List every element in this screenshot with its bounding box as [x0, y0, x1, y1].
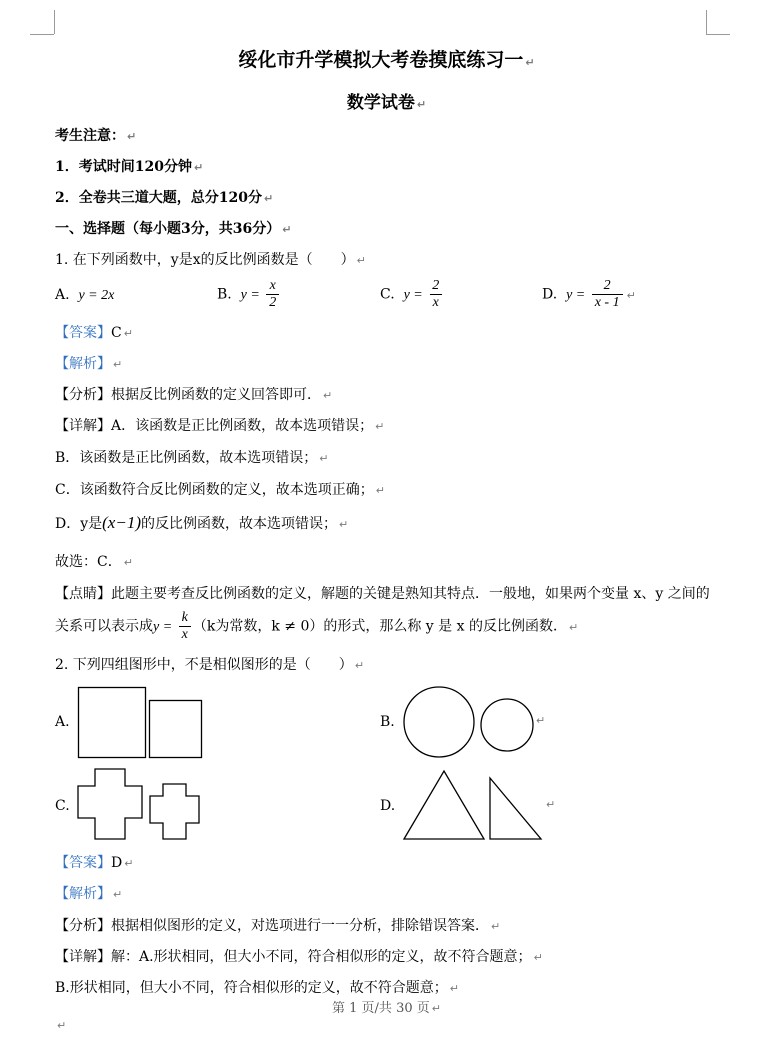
large-square [79, 688, 146, 758]
q1-detail-d: D．y是(x−1)的反比例函数，故本选项错误； ↵ [55, 513, 349, 532]
q1-analysis-tag: 【解析】 ↵ [55, 356, 123, 372]
q2-figure-a [75, 684, 210, 760]
q1-option-b: B. y = $\frac{x}{2}$ [217, 278, 281, 311]
fraction: $\frac{2}{x}$ [429, 278, 442, 311]
q1-answer: 【答案】C ↵ [55, 325, 133, 341]
small-square [150, 701, 202, 758]
section-heading: 一、选择题（每小题3分，共36分） ↵ [55, 221, 292, 237]
q1-detail-a: 【详解】A．该函数是正比例函数，故本选项错误； ↵ [55, 418, 385, 434]
q1-option-a: A. y = 2x [55, 287, 115, 303]
q2-figure-b [400, 684, 550, 764]
q1-detail-c: C．该函数符合反比例函数的定义，故本选项正确； ↵ [55, 482, 385, 498]
trailing-paragraph-mark: ↵ [57, 1019, 67, 1032]
small-triangle [490, 778, 541, 839]
paragraph-mark: ↵ [536, 714, 546, 727]
q2-detail-1: 【详解】解：A.形状相同，但大小不同，符合相似形的定义，故不符合题意； ↵ [55, 949, 543, 965]
q2-label-a: A. [55, 714, 70, 730]
q2-analysis-tag: 【解析】 ↵ [55, 886, 123, 902]
page-footer: 第 1 页/共 30 页 ↵ [332, 1001, 441, 1016]
large-circle [404, 687, 474, 757]
q2-label-c: C. [55, 798, 70, 814]
q1-dianjing-2: 关系可以表示成y = $\frac{k}{x}$ （k为常数，k ≠ 0）的形式，那么称 y 是 x 的反比例函数． ↵ [55, 610, 579, 642]
q2-detail-2: B.形状相同，但大小不同，符合相似形的定义，故不符合题意； ↵ [55, 980, 459, 996]
q2-label-b: B. [380, 714, 395, 730]
q1-option-d: D. y = $\frac{2}{x - 1}$ ↵ [542, 278, 636, 310]
q2-answer: 【答案】D ↵ [55, 855, 134, 871]
q1-dianjing-1: 【点睛】此题主要考查反比例函数的定义，解题的关键是熟知其特点．一般地，如果两个变量 x、y 之间的 [55, 586, 710, 602]
small-cross [150, 784, 199, 839]
q1-choose: 故选：C． ↵ [55, 554, 133, 570]
question-1-stem: 1. 在下列函数中，y是x的反比例函数是（ ） ↵ [55, 252, 366, 268]
q2-figure-d [400, 766, 560, 844]
notice-item-1: 1．考试时间120分钟 ↵ [55, 159, 204, 175]
q1-detail-b: B．该函数是正比例函数，故本选项错误； ↵ [55, 450, 329, 466]
q2-label-d: D. [380, 798, 396, 814]
large-cross [78, 769, 142, 839]
large-triangle [404, 771, 484, 839]
q1-fenxi: 【分析】根据反比例函数的定义回答即可． ↵ [55, 387, 333, 403]
q2-figure-c [75, 766, 205, 844]
paragraph-mark: ↵ [546, 798, 556, 811]
q2-fenxi: 【分析】根据相似图形的定义，对选项进行一一分析，排除错误答案． ↵ [55, 918, 501, 934]
fraction: $\frac{2}{x - 1}$ [592, 278, 623, 311]
fraction: $\frac{x}{2}$ [266, 278, 279, 311]
question-2-stem: 2. 下列四组图形中，不是相似图形的是（ ） ↵ [55, 657, 365, 673]
q1-option-c: C. y = $\frac{2}{x}$ [380, 278, 444, 311]
small-circle [481, 699, 533, 751]
doc-title: 绥化市升学模拟大考卷摸底练习一 ↵ [238, 49, 535, 71]
doc-subtitle: 数学试卷 ↵ [346, 93, 427, 113]
notice-item-2: 2．全卷共三道大题，总分120分 ↵ [55, 190, 274, 206]
notice-heading: 考生注意： ↵ [55, 128, 137, 144]
fraction: $\frac{k}{x}$ [179, 610, 191, 643]
